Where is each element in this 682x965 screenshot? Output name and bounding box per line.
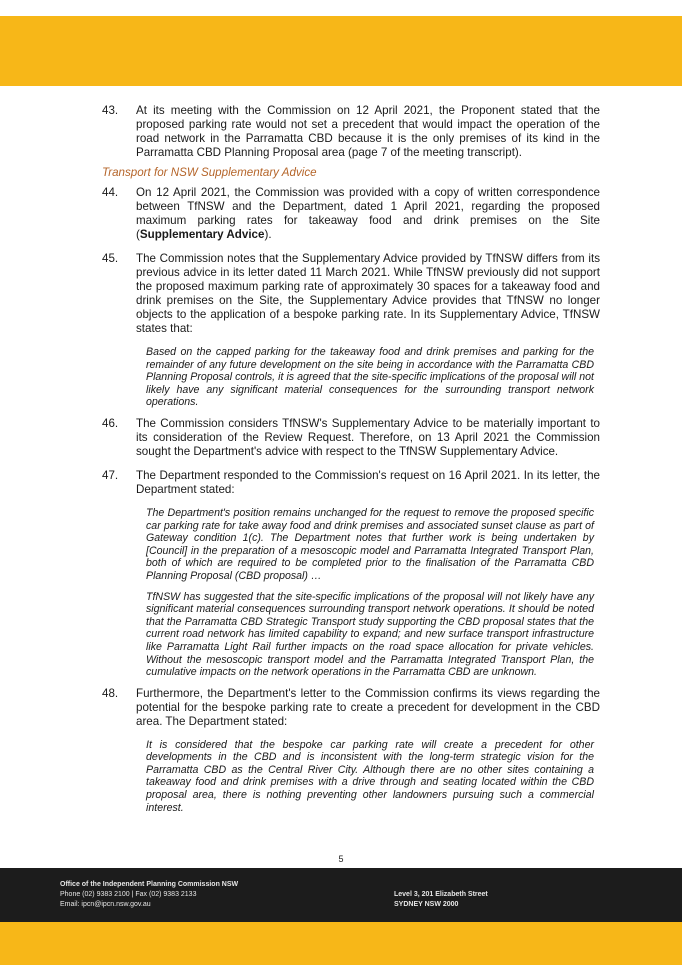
paragraph-text-end: ). xyxy=(264,228,272,241)
paragraph-text: The Commission notes that the Supplementary Advice provided by TfNSW differs from its previous advice in its letter dated 11 March 2021. While TfNSW previously did not support the proposed maximum parking rate of approximately 30 spaces for a takeaway food and drink premises on the Site, the Supplementary Advice provides that TfNSW no longer objects to the application of a bespoke parking rate. In its Supplementary Advice, TfNSW states that: xyxy=(136,252,600,335)
paragraph-number: 43. xyxy=(102,104,119,117)
footer-address-line1: Level 3, 201 Elizabeth Street xyxy=(394,891,488,898)
paragraph-number: 45. xyxy=(102,252,119,265)
paragraph-text: The Commission considers TfNSW's Supplementary Advice to be materially important to its consideration of the Review Request. Therefore, on 13 April 2021 the Commission sought the Department's advice with respect to the TfNSW Supplementary Advice. xyxy=(136,416,600,458)
defined-term: Supplementary Advice xyxy=(139,228,265,241)
quote-text: It is considered that the bespoke car parking rate will create a precedent for other developments in the CBD and is inconsistent with the long-term strategic vision for the Parramatta CBD as the Central River City. Although there are no other sites containing a takeaway food and drink premises with a drive through and seating located within the CBD proposal area, there is nothing preventing other landowners pursuing such a commercial interest. xyxy=(146,738,594,814)
section-heading: Transport for NSW Supplementary Advice xyxy=(102,166,317,179)
footer-phone: Phone (02) 9383 2100 | Fax (02) 9383 2133 xyxy=(60,891,197,898)
paragraph-number: 47. xyxy=(102,468,119,482)
block-quote xyxy=(146,346,594,409)
paragraph-46 xyxy=(102,417,600,459)
paragraph-47 xyxy=(102,469,600,497)
block-quote xyxy=(146,739,594,815)
footer-email: Email: ipcn@ipcn.nsw.gov.au xyxy=(60,901,151,908)
paragraph-text: At its meeting with the Commission on 12 April 2021, the Proponent stated that the proposed parking rate would not set a precedent that would impact the operation of the road network in the Parramatta CBD because it is the only premises of its kind in the Parramatta CBD Planning Proposal area (page 7 of the meeting transcript). xyxy=(136,104,600,159)
quote-text: Based on the capped parking for the takeaway food and drink premises and parking for the remainder of any future development on the site being in accordance with the Parramatta CBD Planning Proposal controls, it is agreed that the site-specific implications of the proposal will not likely have any significant material consequences for the surrounding transport network operations. xyxy=(146,346,594,409)
paragraph-text: The Department responded to the Commission's request on 16 April 2021. In its letter, the Department stated: xyxy=(136,468,600,496)
footer-address-line2: SYDNEY NSW 2000 xyxy=(394,901,459,908)
paragraph-43 xyxy=(102,104,600,160)
quote-text: The Department's position remains unchanged for the request to remove the proposed specific car parking rate for take away food and drink premises and associated sunset clause as part of Gateway condition 1(c). The Department notes that further work is being undertaken by [Council] in the preparation of a mesoscopic model and Parramatta Integrated Transport Plan, both of which are required to be completed prior to the finalisation of the Parramatta CBD Planning Proposal (CBD proposal) … xyxy=(146,506,594,582)
page-number: 5 xyxy=(338,854,344,864)
quote-text: TfNSW has suggested that the site-specific implications of the proposal will not likely have any significant material consequences surrounding transport network operations. It should be noted that the Parramatta CBD Strategic Transport study supporting the CBD proposal states that the current road network has limited capability to expand; and new surface transport infrastructure like Parramatta Light Rail further impacts on the road space allocation for private vehicles. Without the mesoscopic transport model and the Parramatta Integrated Transport Plan, the cumulative impacts on the network operations in the Parramatta CBD are unknown. xyxy=(146,590,594,679)
footer xyxy=(0,868,682,922)
document-body xyxy=(102,104,600,822)
footer-contact xyxy=(60,880,238,910)
paragraph-text: Furthermore, the Department's letter to the Commission confirms its views regarding the potential for the bespoke parking rate to create a precedent for development in the CBD area. The Department stated: xyxy=(136,686,600,728)
bottom-color-band xyxy=(0,922,682,965)
paragraph-44 xyxy=(102,186,600,242)
footer-address xyxy=(394,890,488,910)
paragraph-number: 48. xyxy=(102,686,119,700)
footer-org-name: Office of the Independent Planning Commission NSW xyxy=(60,881,239,888)
paragraph-text: On 12 April 2021, the Commission was provided with a copy of written correspondence between TfNSW and the Department, dated 1 April 2021, regarding the proposed maximum parking rates for takeaway food and drink premises on the Site ( xyxy=(136,186,600,241)
paragraph-48 xyxy=(102,687,600,729)
paragraph-number: 44. xyxy=(102,186,119,199)
paragraph-45 xyxy=(102,252,600,336)
paragraph-number: 46. xyxy=(102,416,119,430)
block-quote xyxy=(146,507,594,679)
header-color-band xyxy=(0,16,682,86)
